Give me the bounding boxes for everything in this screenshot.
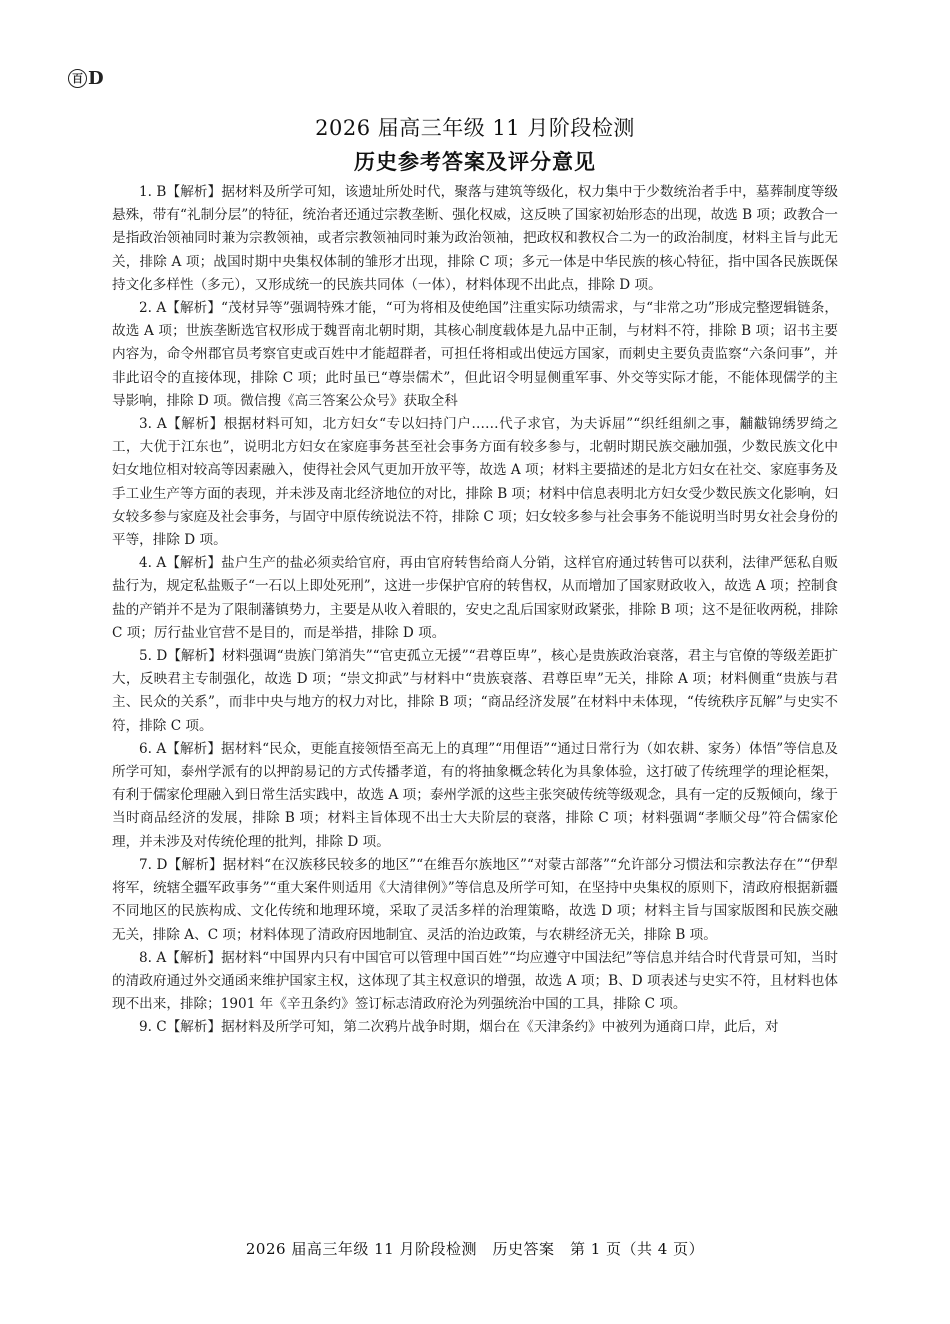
page-footer: 2026 届高三年级 11 月阶段检测 历史答案 第 1 页（共 4 页） [245, 1240, 705, 1258]
answer-item-3: 3. A【解析】根据材料可知，北方妇女“专以妇持门户……代子求官，为夫诉屈”“织纴组紃之事，黼黻锦绣罗绮之工，大优于江东也”，说明北方妇女在家庭事务甚至社会事务方面有较多参与，北朝时期民族交融加强，少数民族文化中妇女地位相对较高等因素融入，使得社会风气更加开放平等，故选 A 项；材料主要描述的是北方妇女在社交、家庭事务及手工业生产等方面的表现，并未涉及南北经济地位的对比，排除 B 项；材料中信息表明北方妇女受少数民族文化影响，妇女较多参与家庭及社会事务，与固守中原传统说法不符，排除 C 项；妇女较多参与社会事务不能说明当时男女社会身份的平等，排除 D 项。 [112, 416, 838, 549]
publisher-logo [68, 68, 104, 89]
answer-item-8: 8. A【解析】据材料“中国界内只有中国官可以管理中国百姓”“均应遵守中国法纪”等信息并结合时代背景可知，当时的清政府通过外交通函来维护国家主权，这体现了其主权意识的增强，故选 A 项；B、D 项表述与史实不符，且材料也体现不出来，排除；1901 年《辛丑条约》签订标志清政府沦为列强统治中国的工具，排除 C 项。 [112, 949, 838, 1013]
logo-circle-icon: 百 [68, 69, 87, 88]
answer-item-1: 1. B【解析】据材料及所学可知，该遗址所处时代，聚落与建筑等级化，权力集中于少数统治者手中，墓葬制度等级悬殊，带有“礼制分层”的特征，统治者还通过宗教垄断、强化权威，这反映了国家初始形态的出现，故选 B 项；政教合一是指政治领袖同时兼为宗教领袖，或者宗教领袖同时兼为政治领袖，把政权和教权合二为一的政治制度，材料主旨与此无关，排除 A 项；战国时期中央集权体制的雏形才出现，排除 C 项；多元一体是中华民族的核心特征，指中国各民族既保持文化多样性（多元），又形成统一的民族共同体（一体），材料体现不出此点，排除 D 项。 [112, 184, 838, 293]
answer-item-6: 6. A【解析】据材料“民众，更能直接领悟至高无上的真理”“用俚语”“通过日常行为（如农耕、家务）体悟”等信息及所学可知，泰州学派有的以押韵易记的方式传播孝道，有的将抽象概念转化为具象体验，这打破了传统理学的理论框架，有利于儒家伦理融入到日常生活实践中，故选 A 项；泰州学派的这些主张突破传统等级观念，具有一定的反叛倾向，缘于当时商品经济的发展，排除 B 项；材料主旨体现不出士大夫阶层的衰落，排除 C 项；材料强调“孝顺父母”符合儒家伦理，并未涉及对传统伦理的批判，排除 D 项。 [112, 740, 838, 850]
exam-title: 2026 届高三年级 11 月阶段检测 [315, 116, 635, 140]
answer-item-4: 4. A【解析】盐户生产的盐必须卖给官府，再由官府转售给商人分销，这样官府通过转售可以获利，法律严惩私自贩盐行为，规定私盐贩子“一石以上即处死刑”，这进一步保护官府的转售权，从而增加了国家财政收入，故选 A 项；控制食盐的产销并不是为了限制藩镇势力，主要是从收入着眼的，安史之乱后国家财政紧张，排除 B 项；这不是征收两税，排除 C 项；厉行盐业官营不是目的，而是举措，排除 D 项。 [112, 555, 838, 641]
answer-item-2: 2. A【解析】“茂材异等”强调特殊才能，“可为将相及使绝国”注重实际功绩需求，与“非常之功”形成完整逻辑链条，故选 A 项；世族垄断选官权形成于魏晋南北朝时期，其核心制度载体是九品中正制，与材料不符，排除 B 项；诏书主要内容为，命令州郡官员考察官吏或百姓中才能超群者，可担任将相或出使远方国家，而刺史主要负责监察“六条问事”，并非此诏令的直接体现，排除 C 项；此时虽已“尊崇儒术”，但此诏令明显侧重军事、外交等实际才能，不能体现儒学的主导影响，排除 D 项。微信搜《高三答案公众号》获取全科 [112, 300, 838, 409]
answer-item-7: 7. D【解析】据材料“在汉族移民较多的地区”“在维吾尔族地区”“对蒙古部落”“允许部分习惯法和宗教法存在”“伊犁将军，统辖全疆军政事务”“重大案件则适用《大清律例》”等信息及所学可知，在坚持中央集权的原则下，清政府根据新疆不同地区的民族构成、文化传统和地理环境，采取了灵活多样的治理策略，故选 D 项；材料主旨与国家版图和民族交融无关，排除 A、C 项；材料体现了清政府因地制宜、灵活的治边政策，与农耕经济无关，排除 B 项。 [112, 856, 838, 943]
logo-letter: D [88, 68, 104, 89]
page-title: 历史参考答案及评分意见 [354, 149, 596, 174]
answer-item-9: 9. C【解析】据材料及所学可知，第二次鸦片战争时期，烟台在《天津条约》中被列为通商口岸，此后，对 [139, 1019, 779, 1036]
answer-list [112, 181, 838, 1040]
answer-item-5: 5. D【解析】材料强调“贵族门第消失”“官吏孤立无援”“君尊臣卑”，核心是贵族政治衰落，君主与官僚的等级差距扩大，反映君主专制强化，故选 D 项；“崇文抑武”与材料中“贵族衰落、君尊臣卑”无关，排除 A 项；材料侧重“贵族与君主、民众的关系”，而非中央与地方的权力对比，排除 B 项；“商品经济发展”在材料中未体现，“传统秩序瓦解”与史实不符，排除 C 项。 [112, 648, 838, 734]
